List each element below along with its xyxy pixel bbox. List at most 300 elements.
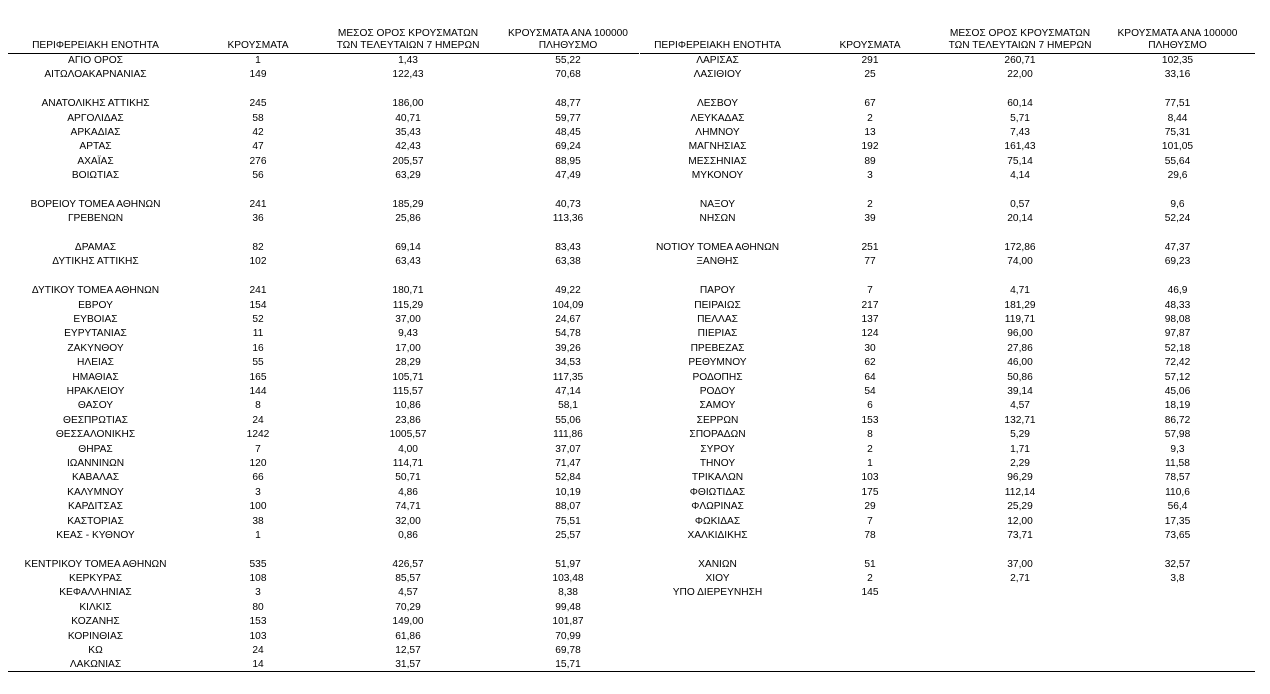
cell-per100k: 104,09 — [552, 299, 584, 311]
table-row — [8, 68, 639, 82]
cell-region: ΛΕΥΚΑΔΑΣ — [690, 112, 745, 124]
cell-cases: 165 — [249, 371, 267, 383]
cell-cases: 80 — [252, 601, 264, 613]
cell-avg7: 35,43 — [395, 126, 421, 138]
cell-region: ΙΩΑΝΝΙΝΩΝ — [66, 457, 125, 469]
cell-per100k: 98,08 — [1164, 314, 1191, 326]
cell-cases: 7 — [867, 515, 873, 527]
cell-avg7: 37,00 — [1007, 558, 1033, 570]
cell-per100k: 25,57 — [555, 529, 581, 541]
cell-region: ΝΟΤΙΟΥ ΤΟΜΕΑ ΑΘΗΝΩΝ — [655, 242, 780, 254]
cell-region: ΜΕΣΣΗΝΙΑΣ — [688, 155, 747, 167]
cell-avg7: 181,29 — [1004, 299, 1036, 311]
cell-cases: 276 — [249, 155, 267, 167]
cell-avg7: 74,71 — [395, 501, 421, 513]
header-per100k-line1: ΚΡΟΥΣΜΑΤΑ ΑΝΑ 100000 — [508, 28, 628, 39]
cell-cases: 47 — [252, 141, 264, 153]
cell-region: ΣΠΟΡΑΔΩΝ — [689, 429, 746, 441]
table-row — [8, 558, 639, 572]
cell-avg7: 50,71 — [395, 472, 421, 484]
cell-region: ΓΡΕΒΕΝΩΝ — [67, 213, 124, 225]
cell-cases: 8 — [867, 429, 873, 441]
cell-avg7: 31,57 — [395, 659, 421, 671]
cell-region: ΤΡΙΚΑΛΩΝ — [691, 472, 744, 484]
cell-per100k: 75,31 — [1164, 126, 1191, 138]
cell-per100k: 48,33 — [1164, 299, 1191, 311]
cell-avg7: 172,86 — [1004, 242, 1036, 254]
cell-avg7: 42,43 — [395, 141, 421, 153]
cell-cases: 3 — [255, 587, 261, 599]
cell-region: ΚΕΡΚΥΡΑΣ — [68, 573, 123, 585]
table-row — [640, 68, 1255, 82]
cell-region: ΠΑΡΟΥ — [699, 285, 736, 297]
cell-avg7: 60,14 — [1007, 98, 1033, 110]
cell-avg7: 20,14 — [1007, 213, 1033, 225]
spacer-row — [640, 270, 1255, 284]
cell-per100k: 32,57 — [1164, 558, 1191, 570]
cell-cases: 241 — [249, 285, 267, 297]
left-table-header — [8, 26, 639, 54]
cell-avg7: 17,00 — [395, 342, 421, 354]
cell-region: ΣΥΡΟΥ — [700, 443, 735, 455]
table-row — [8, 140, 639, 154]
right-table-body — [640, 54, 1255, 601]
cell-avg7: 61,86 — [395, 630, 421, 642]
cell-cases: 2 — [867, 573, 873, 585]
cell-per100k: 8,38 — [558, 587, 578, 599]
table-row — [640, 443, 1255, 457]
right-table-header — [640, 26, 1255, 54]
cell-per100k: 24,67 — [555, 314, 581, 326]
cell-cases: 192 — [861, 141, 879, 153]
cell-cases: 3 — [867, 170, 873, 182]
cell-per100k: 56,4 — [1167, 501, 1188, 513]
cell-region: ΒΟΙΩΤΙΑΣ — [71, 170, 120, 182]
cell-region: ΑΡΓΟΛΙΔΑΣ — [67, 112, 124, 124]
cell-region: ΛΗΜΝΟΥ — [695, 126, 740, 138]
cell-cases: 2 — [867, 443, 873, 455]
table-row — [8, 198, 639, 212]
cell-avg7: 0,57 — [1010, 198, 1030, 210]
cell-cases: 154 — [249, 299, 267, 311]
cell-avg7: 186,00 — [392, 98, 424, 110]
table-row — [8, 97, 639, 111]
cell-region: ΚΟΡΙΝΘΙΑΣ — [67, 630, 124, 642]
cell-cases: 52 — [252, 314, 264, 326]
table-row — [8, 457, 639, 471]
cell-region: ΛΑΚΩΝΙΑΣ — [69, 659, 122, 671]
cell-avg7: 27,86 — [1007, 342, 1033, 354]
cell-per100k: 15,71 — [555, 659, 581, 671]
cell-per100k: 63,38 — [555, 256, 581, 268]
cell-region: ΧΑΛΚΙΔΙΚΗΣ — [687, 529, 748, 541]
cell-cases: 11 — [252, 328, 264, 340]
table-row — [8, 155, 639, 169]
cell-avg7: 28,29 — [395, 357, 421, 369]
cell-region: ΚΑΒΑΛΑΣ — [71, 472, 120, 484]
cell-avg7: 149,00 — [392, 616, 424, 628]
cell-per100k: 34,53 — [555, 357, 581, 369]
cell-region: ΕΥΒΟΙΑΣ — [73, 314, 118, 326]
cell-avg7: 180,71 — [392, 285, 424, 297]
table-row — [640, 471, 1255, 485]
cell-avg7: 73,71 — [1007, 529, 1033, 541]
cell-per100k: 55,64 — [1164, 155, 1191, 167]
cell-region: ΑΡΤΑΣ — [79, 141, 112, 153]
cell-cases: 217 — [861, 299, 879, 311]
table-row — [640, 169, 1255, 183]
table-row — [640, 241, 1255, 255]
table-row — [8, 342, 639, 356]
cell-per100k: 54,78 — [555, 328, 581, 340]
table-row — [640, 155, 1255, 169]
table-row — [640, 284, 1255, 298]
table-row — [8, 126, 639, 140]
cell-cases: 251 — [861, 242, 879, 254]
header-avg7-line2: ΤΩΝ ΤΕΛΕΥΤΑΙΩΝ 7 ΗΜΕΡΩΝ — [336, 40, 480, 51]
table-row — [640, 515, 1255, 529]
cell-region: ΚΑΡΔΙΤΣΑΣ — [68, 501, 123, 513]
cell-region: ΛΑΣΙΘΙΟΥ — [693, 69, 742, 81]
cell-cases: 24 — [252, 645, 264, 657]
cell-cases: 78 — [864, 529, 876, 541]
cell-avg7: 22,00 — [1007, 69, 1033, 81]
header-avg7 — [328, 28, 488, 52]
table-row — [640, 212, 1255, 226]
table-row — [8, 428, 639, 442]
cell-per100k: 47,37 — [1164, 242, 1191, 254]
table-row — [8, 601, 639, 615]
cell-region: ΘΗΡΑΣ — [78, 443, 113, 455]
table-row — [640, 112, 1255, 126]
cell-cases: 7 — [255, 443, 261, 455]
cell-per100k: 110,6 — [1165, 486, 1190, 498]
cell-region: ΝΗΣΩΝ — [699, 213, 736, 225]
table-row — [640, 428, 1255, 442]
spacer-row — [640, 83, 1255, 97]
cell-avg7: 205,57 — [392, 155, 424, 167]
cell-avg7: 37,00 — [395, 314, 421, 326]
cell-cases: 145 — [861, 587, 879, 599]
cell-region: ΣΕΡΡΩΝ — [696, 414, 739, 426]
table-row — [8, 572, 639, 586]
cell-cases: 6 — [867, 400, 873, 412]
cell-region: ΡΟΔΟΠΗΣ — [692, 371, 743, 383]
cell-avg7: 1005,57 — [389, 429, 427, 441]
cell-avg7: 0,86 — [398, 529, 418, 541]
table-row — [8, 586, 639, 600]
table-row — [640, 558, 1255, 572]
cell-cases: 54 — [864, 385, 876, 397]
cell-region: ΚΟΖΑΝΗΣ — [71, 616, 120, 628]
cell-region: ΗΡΑΚΛΕΙΟΥ — [66, 385, 125, 397]
cell-per100k: 33,16 — [1164, 69, 1191, 81]
table-row — [8, 299, 639, 313]
left-table — [8, 26, 639, 673]
spacer-row — [8, 270, 639, 284]
cell-cases: 64 — [864, 371, 876, 383]
spacer-row — [8, 543, 639, 557]
cell-cases: 30 — [864, 342, 876, 354]
table-row — [8, 630, 639, 644]
cell-per100k: 52,24 — [1164, 213, 1191, 225]
cell-per100k: 73,65 — [1164, 529, 1191, 541]
cell-cases: 102 — [249, 256, 267, 268]
cell-cases: 55 — [252, 357, 264, 369]
cell-per100k: 45,06 — [1164, 385, 1191, 397]
header-avg7 — [940, 28, 1100, 52]
cell-avg7: 25,86 — [395, 213, 421, 225]
cell-cases: 103 — [861, 472, 879, 484]
cell-cases: 144 — [249, 385, 267, 397]
cell-avg7: 50,86 — [1007, 371, 1033, 383]
cell-avg7: 5,71 — [1010, 112, 1030, 124]
cell-avg7: 69,14 — [395, 242, 421, 254]
table-row — [8, 515, 639, 529]
cell-per100k: 47,14 — [555, 385, 581, 397]
cell-avg7: 32,00 — [395, 515, 421, 527]
cell-cases: 82 — [252, 242, 264, 254]
cell-per100k: 8,44 — [1167, 112, 1188, 124]
cell-per100k: 101,05 — [1161, 141, 1194, 153]
cell-region: ΠΕΙΡΑΙΩΣ — [694, 299, 741, 311]
table-row — [640, 97, 1255, 111]
cell-cases: 67 — [864, 98, 876, 110]
cell-cases: 29 — [864, 501, 876, 513]
header-cases: ΚΡΟΥΣΜΑΤΑ — [227, 40, 289, 51]
header-avg7-line1: ΜΕΣΟΣ ΟΡΟΣ ΚΡΟΥΣΜΑΤΩΝ — [337, 28, 479, 39]
table-row — [640, 356, 1255, 370]
cell-avg7: 4,14 — [1010, 170, 1030, 182]
cell-per100k: 51,97 — [555, 558, 581, 570]
cell-avg7: 12,57 — [395, 645, 421, 657]
cell-per100k: 77,51 — [1164, 98, 1191, 110]
table-row — [640, 126, 1255, 140]
cell-cases: 241 — [249, 198, 267, 210]
cell-region: ΒΟΡΕΙΟΥ ΤΟΜΕΑ ΑΘΗΝΩΝ — [30, 198, 161, 210]
table-row — [640, 529, 1255, 543]
cell-cases: 1 — [255, 55, 261, 66]
cell-cases: 7 — [867, 285, 873, 297]
cell-cases: 2 — [867, 112, 873, 124]
cell-region: ΑΙΤΩΛΟΑΚΑΡΝΑΝΙΑΣ — [44, 69, 147, 81]
cell-avg7: 74,00 — [1007, 256, 1033, 268]
cell-cases: 56 — [252, 170, 264, 182]
table-row — [8, 327, 639, 341]
cell-cases: 153 — [861, 414, 879, 426]
table-row — [8, 385, 639, 399]
cell-cases: 535 — [249, 558, 267, 570]
cell-cases: 1 — [255, 529, 261, 541]
cell-avg7: 63,43 — [395, 256, 421, 268]
cell-per100k: 52,84 — [555, 472, 581, 484]
cell-per100k: 113,36 — [552, 213, 584, 225]
cell-per100k: 102,35 — [1161, 55, 1194, 66]
table-row — [8, 486, 639, 500]
cell-avg7: 75,14 — [1007, 155, 1033, 167]
cell-per100k: 57,12 — [1164, 371, 1191, 383]
cell-region: ΧΑΝΙΩΝ — [698, 558, 737, 570]
header-region: ΠΕΡΙΦΕΡΕΙΑΚΗ ΕΝΟΤΗΤΑ — [654, 40, 781, 51]
cell-per100k: 55,06 — [555, 414, 581, 426]
cell-cases: 2 — [867, 198, 873, 210]
cell-avg7: 40,71 — [395, 112, 421, 124]
spacer-row — [640, 543, 1255, 557]
cell-per100k: 83,43 — [555, 242, 581, 254]
cell-per100k: 117,35 — [552, 371, 584, 383]
cell-per100k: 99,48 — [555, 601, 581, 613]
cell-per100k: 75,51 — [555, 515, 581, 527]
cell-avg7: 122,43 — [392, 69, 424, 81]
table-row — [640, 385, 1255, 399]
cell-region: ΚΑΣΤΟΡΙΑΣ — [67, 515, 124, 527]
cell-cases: 24 — [252, 414, 264, 426]
cell-per100k: 52,18 — [1164, 342, 1191, 354]
spacer-row — [640, 184, 1255, 198]
table-row — [640, 500, 1255, 514]
table-row — [8, 169, 639, 183]
cell-avg7: 426,57 — [392, 558, 424, 570]
table-row — [8, 371, 639, 385]
cell-per100k: 10,19 — [555, 486, 581, 498]
cell-cases: 3 — [255, 486, 261, 498]
cell-per100k: 9,6 — [1170, 198, 1185, 210]
cell-cases: 51 — [864, 558, 876, 570]
cell-avg7: 4,57 — [398, 587, 418, 599]
cell-per100k: 37,07 — [555, 443, 581, 455]
cell-region: ΜΥΚΟΝΟΥ — [691, 170, 744, 182]
header-per100k-line2: ΠΛΗΘΥΣΜΟ — [538, 40, 598, 51]
cell-region: ΑΓΙΟ ΟΡΟΣ — [68, 55, 123, 66]
cell-cases: 291 — [861, 55, 879, 66]
cell-cases: 62 — [864, 357, 876, 369]
cell-avg7: 10,86 — [395, 400, 421, 412]
header-per100k — [1100, 28, 1255, 52]
cell-avg7: 119,71 — [1004, 314, 1036, 326]
cell-cases: 103 — [249, 630, 267, 642]
cell-avg7: 9,43 — [398, 328, 418, 340]
cell-avg7: 7,43 — [1010, 126, 1030, 138]
cell-per100k: 88,07 — [555, 501, 581, 513]
cell-cases: 1242 — [246, 429, 270, 441]
table-row — [8, 615, 639, 629]
cell-avg7: 85,57 — [395, 573, 421, 585]
table-row — [8, 313, 639, 327]
cell-region: ΘΕΣΣΑΛΟΝΙΚΗΣ — [55, 429, 136, 441]
cell-cases: 100 — [249, 501, 267, 513]
cell-region: ΡΕΘΥΜΝΟΥ — [688, 357, 747, 369]
cell-region: ΠΕΛΛΑΣ — [697, 314, 738, 326]
table-row — [640, 586, 1255, 600]
cell-per100k: 71,47 — [555, 457, 581, 469]
table-row — [640, 313, 1255, 327]
cell-per100k: 3,8 — [1170, 573, 1185, 585]
cell-cases: 108 — [249, 573, 267, 585]
cell-per100k: 88,95 — [555, 155, 581, 167]
cell-avg7: 115,29 — [392, 299, 424, 311]
cell-cases: 13 — [864, 126, 876, 138]
cell-avg7: 2,29 — [1010, 457, 1030, 469]
table-row — [640, 327, 1255, 341]
cell-cases: 42 — [252, 126, 264, 138]
cell-region: ΠΡΕΒΕΖΑΣ — [690, 342, 745, 354]
cell-region: ΔΥΤΙΚΟΥ ΤΟΜΕΑ ΑΘΗΝΩΝ — [31, 285, 160, 297]
cell-avg7: 23,86 — [395, 414, 421, 426]
cell-region: ΦΘΙΩΤΙΔΑΣ — [689, 486, 746, 498]
cell-avg7: 105,71 — [392, 371, 424, 383]
cell-region: ΚΑΛΥΜΝΟΥ — [67, 486, 124, 498]
spacer-row — [8, 83, 639, 97]
cell-avg7: 260,71 — [1004, 55, 1036, 66]
cell-per100k: 17,35 — [1164, 515, 1191, 527]
cell-region: ΖΑΚΥΝΘΟΥ — [67, 342, 124, 354]
cell-avg7: 46,00 — [1007, 357, 1033, 369]
cell-avg7: 132,71 — [1004, 414, 1036, 426]
cell-avg7: 25,29 — [1007, 501, 1033, 513]
right-table — [640, 26, 1255, 601]
table-row — [640, 140, 1255, 154]
table-row — [640, 572, 1255, 586]
cell-region: ΑΡΚΑΔΙΑΣ — [70, 126, 121, 138]
cell-region: ΗΜΑΘΙΑΣ — [72, 371, 119, 383]
cell-per100k: 57,98 — [1164, 429, 1191, 441]
cell-cases: 14 — [252, 659, 264, 671]
spacer-row — [8, 184, 639, 198]
cell-cases: 38 — [252, 515, 264, 527]
cell-avg7: 2,71 — [1010, 573, 1030, 585]
cell-region: ΝΑΞΟΥ — [699, 198, 736, 210]
cell-per100k: 49,22 — [555, 285, 581, 297]
cell-region: ΘΑΣΟΥ — [77, 400, 114, 412]
cell-per100k: 103,48 — [552, 573, 584, 585]
table-row — [8, 443, 639, 457]
table-row — [640, 198, 1255, 212]
cell-per100k: 55,22 — [555, 55, 581, 66]
cell-avg7: 4,57 — [1010, 400, 1030, 412]
cell-cases: 36 — [252, 213, 264, 225]
cell-avg7: 114,71 — [392, 457, 424, 469]
cell-avg7: 1,71 — [1010, 443, 1030, 455]
cell-per100k: 48,77 — [555, 98, 581, 110]
cell-avg7: 4,86 — [398, 486, 418, 498]
cell-region: ΕΥΡΥΤΑΝΙΑΣ — [64, 328, 127, 340]
table-row — [640, 54, 1255, 68]
left-table-body — [8, 54, 639, 673]
cell-region: ΚΕΦΑΛΛΗΝΙΑΣ — [59, 587, 132, 599]
cell-region: ΠΙΕΡΙΑΣ — [697, 328, 738, 340]
cell-cases: 175 — [861, 486, 879, 498]
cell-per100k: 11,58 — [1165, 457, 1190, 469]
cell-avg7: 112,14 — [1004, 486, 1036, 498]
cell-per100k: 40,73 — [555, 198, 581, 210]
cell-avg7: 5,29 — [1010, 429, 1030, 441]
table-row — [8, 529, 639, 543]
cell-region: ΑΝΑΤΟΛΙΚΗΣ ΑΤΤΙΚΗΣ — [41, 98, 150, 110]
cell-cases: 124 — [861, 328, 879, 340]
cell-cases: 153 — [249, 616, 267, 628]
spacer-row — [640, 227, 1255, 241]
cell-cases: 16 — [252, 342, 264, 354]
table-row — [640, 414, 1255, 428]
cell-cases: 58 — [252, 112, 264, 124]
cell-cases: 66 — [252, 472, 264, 484]
cell-cases: 137 — [861, 314, 879, 326]
cell-per100k: 97,87 — [1164, 328, 1191, 340]
table-row — [640, 299, 1255, 313]
cell-per100k: 72,42 — [1164, 357, 1191, 369]
cell-per100k: 70,68 — [555, 69, 581, 81]
cell-region: ΦΩΚΙΔΑΣ — [694, 515, 741, 527]
